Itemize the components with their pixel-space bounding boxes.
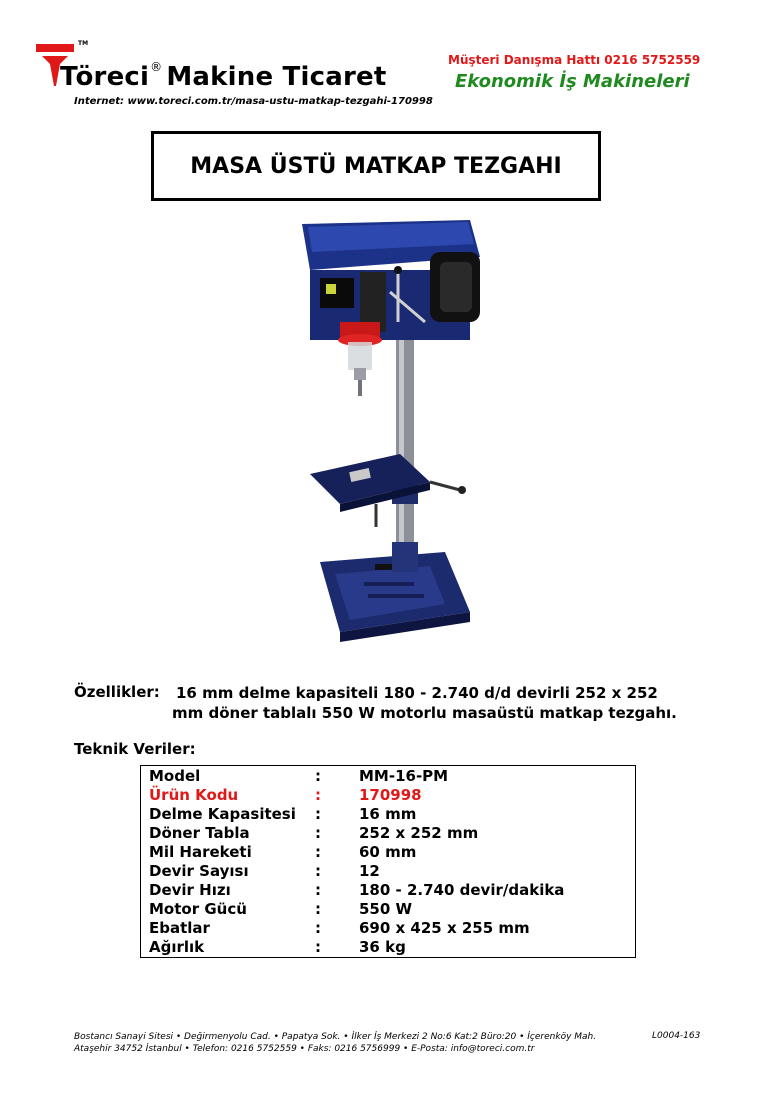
company-slogan: Ekonomik İş Makineleri — [455, 71, 690, 92]
footer-line-2: Ataşehir 34752 İstanbul • Telefon: 0216 5752559 • Faks: 0216 5756999 • E-Posta: info@toreci.com.tr — [74, 1044, 535, 1054]
spec-sep: : — [315, 805, 321, 823]
spec-key: Devir Hızı — [149, 881, 231, 899]
spec-key: Devir Sayısı — [149, 862, 249, 880]
spec-sep: : — [315, 786, 321, 804]
spec-sep: : — [315, 900, 321, 918]
spec-sep: : — [315, 824, 321, 842]
spec-key: Döner Tabla — [149, 824, 250, 842]
features-label: Özellikler: — [74, 683, 160, 701]
spec-key: Delme Kapasitesi — [149, 805, 296, 823]
website-url: Internet: www.toreci.com.tr/masa-ustu-matkap-tezgahi-170998 — [74, 96, 433, 107]
spec-sep: : — [315, 767, 321, 785]
spec-value: 16 mm — [359, 805, 417, 823]
spec-sep: : — [315, 881, 321, 899]
spec-key: Ebatlar — [149, 919, 210, 937]
spec-value: 550 W — [359, 900, 413, 918]
footer-line-1: Bostancı Sanayi Sitesi • Değirmenyolu Cad. • Papatya Sok. • İlker İş Merkezi 2 No:6 Kat:2 Büro:20 • İçerenköy Mah. — [74, 1032, 597, 1042]
spec-value: 180 - 2.740 devir/dakika — [359, 881, 565, 899]
tech-data-label: Teknik Veriler: — [74, 740, 196, 758]
footer-address — [74, 1031, 596, 1055]
brand-name: Töreci® Makine Ticaret — [60, 60, 387, 92]
spec-key: Mil Hareketi — [149, 843, 252, 861]
spec-value: 60 mm — [359, 843, 417, 861]
drill-press-image — [280, 212, 490, 650]
spec-value: 36 kg — [359, 938, 406, 956]
features-line-1: 16 mm delme kapasiteli 180 - 2.740 d/d devirli 252 x 252 — [176, 684, 658, 702]
page-title: MASA ÜSTÜ MATKAP TEZGAHI — [190, 153, 562, 179]
spec-value: 690 x 425 x 255 mm — [359, 919, 530, 937]
spec-sep: : — [315, 938, 321, 956]
trademark-symbol: TM — [78, 40, 89, 47]
spec-key: Ağırlık — [149, 938, 205, 956]
features-text — [172, 683, 716, 723]
spec-sep: : — [315, 843, 321, 861]
spec-key: Ürün Kodu — [149, 786, 239, 804]
spec-table — [140, 765, 636, 958]
spec-value: 12 — [359, 862, 380, 880]
spec-sep: : — [315, 862, 321, 880]
spec-sep: : — [315, 919, 321, 937]
title-box — [151, 131, 601, 201]
spec-key: Model — [149, 767, 201, 785]
spec-value: 252 x 252 mm — [359, 824, 479, 842]
spec-value: MM-16-PM — [359, 767, 449, 785]
spec-key: Motor Gücü — [149, 900, 247, 918]
features-line-2: mm döner tablalı 550 W motorlu masaüstü matkap tezgahı. — [172, 704, 677, 722]
document-code: L0004-163 — [652, 1031, 701, 1041]
customer-hotline: Müşteri Danışma Hattı 0216 5752559 — [448, 53, 701, 67]
spec-value: 170998 — [359, 786, 422, 804]
